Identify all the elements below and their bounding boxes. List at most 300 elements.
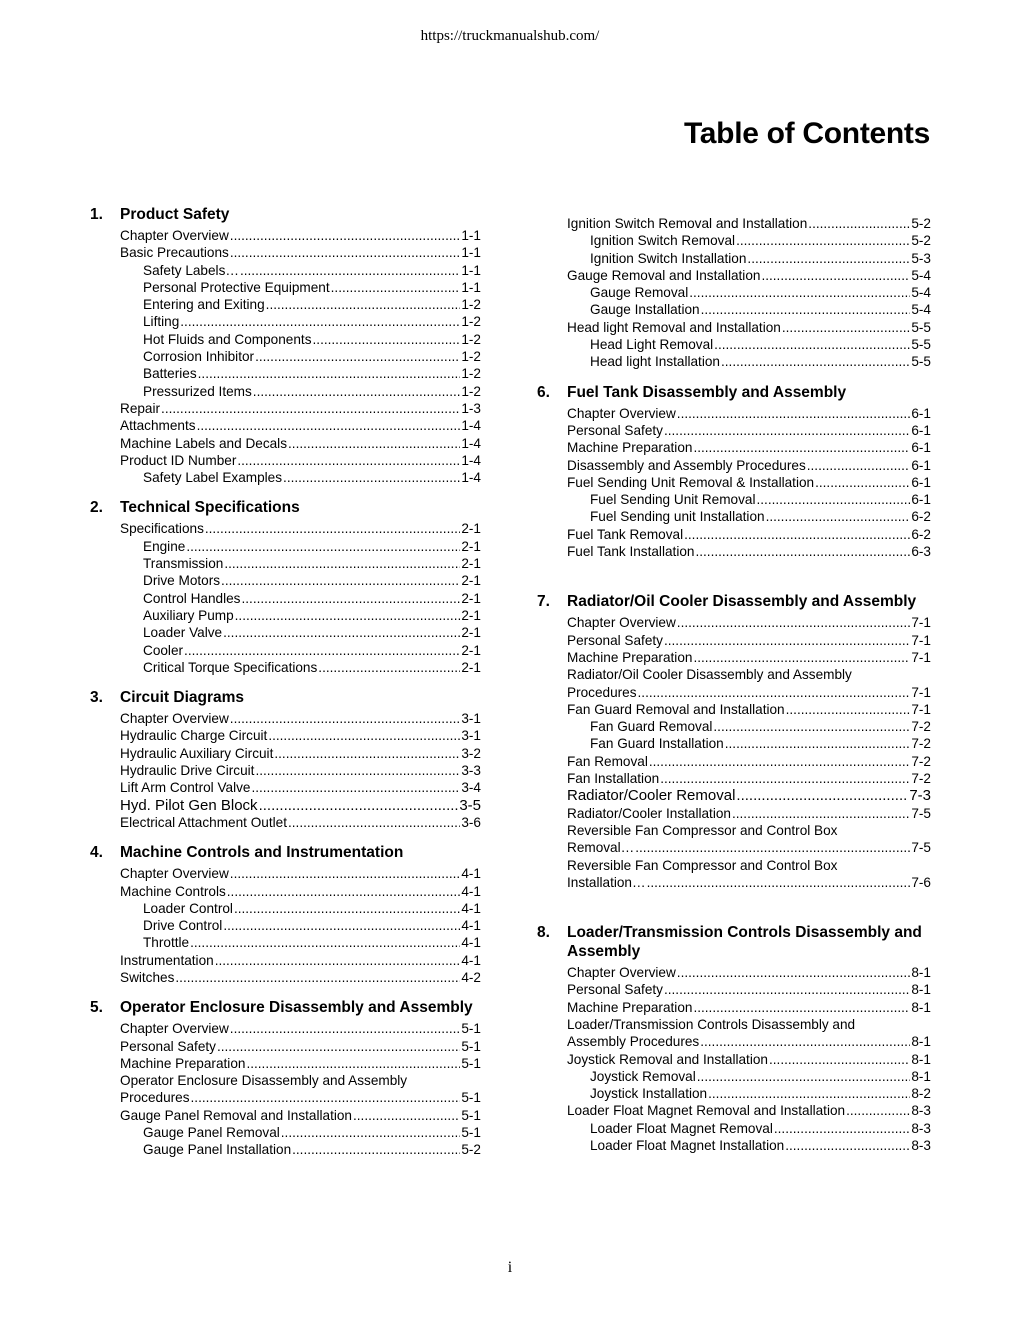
toc-entry-page: 1-2 xyxy=(461,297,481,313)
section-number: 6. xyxy=(537,383,550,401)
toc-entry xyxy=(567,1033,931,1050)
dot-leader xyxy=(695,543,910,560)
toc-entry-list xyxy=(90,865,481,986)
dot-leader xyxy=(693,999,910,1016)
toc-entry-title: Machine Labels and Decals xyxy=(120,435,288,451)
toc-entry-title: Repair xyxy=(120,400,161,416)
toc-section xyxy=(537,205,931,371)
section-title: Circuit Diagrams xyxy=(120,689,245,707)
toc-entry-page: 2-1 xyxy=(461,590,481,606)
toc-right-column xyxy=(537,205,931,1154)
toc-entry-title: Auxiliary Pump xyxy=(143,607,234,623)
dot-leader xyxy=(240,262,460,279)
dot-leader xyxy=(677,405,911,422)
toc-entry-page: 7-2 xyxy=(911,736,931,752)
toc-entry xyxy=(567,491,931,508)
toc-entry-title: Transmission xyxy=(143,556,224,572)
toc-entry xyxy=(567,857,931,874)
toc-entry-title: Joystick Installation xyxy=(590,1086,708,1102)
toc-entry xyxy=(120,365,481,382)
toc-entry-page: 8-1 xyxy=(911,1051,931,1067)
toc-entry xyxy=(120,917,481,934)
section-title: Radiator/Oil Cooler Disassembly and Assembly xyxy=(567,593,917,611)
toc-entry-page: 5-2 xyxy=(461,1142,481,1158)
toc-entry-page: 1-4 xyxy=(461,418,481,434)
section-title: Loader/Transmission Controls Disassembly and Assembly xyxy=(567,924,922,961)
dot-leader xyxy=(251,779,460,796)
toc-entry-title: Chapter Overview xyxy=(567,965,676,981)
toc-entry-page: 8-1 xyxy=(911,965,931,981)
toc-entry-title: Fan Guard Removal and Installation xyxy=(567,701,785,717)
toc-entry xyxy=(567,874,931,891)
dot-leader xyxy=(255,762,460,779)
toc-entry xyxy=(567,701,931,718)
toc-entry-title: Chapter Overview xyxy=(120,1021,229,1037)
toc-entry-title: Procedures xyxy=(567,684,637,700)
dot-leader xyxy=(227,883,461,900)
toc-entry-page: 7-2 xyxy=(911,771,931,787)
dot-leader xyxy=(191,1089,461,1106)
toc-entry-page: 8-3 xyxy=(911,1103,931,1119)
toc-entry-title: Gauge Panel Removal and Installation xyxy=(120,1107,352,1123)
toc-entry-title: Gauge Panel Removal xyxy=(143,1125,280,1141)
toc-entry-title: Machine Controls xyxy=(120,883,226,899)
toc-entry-title: Safety Labels… xyxy=(143,262,239,278)
dot-leader xyxy=(331,279,461,296)
toc-entry-page: 2-1 xyxy=(461,607,481,623)
toc-entry-title: Loader Control xyxy=(143,900,233,916)
toc-entry-page: 4-1 xyxy=(461,935,481,951)
dot-leader xyxy=(274,745,460,762)
toc-entry-page: 4-1 xyxy=(461,900,481,916)
toc-entry xyxy=(567,422,931,439)
dot-leader xyxy=(190,934,460,951)
toc-entry-page: 2-1 xyxy=(461,521,481,537)
toc-entry-title: Switches xyxy=(120,969,175,985)
dot-leader xyxy=(221,572,460,589)
toc-entry xyxy=(567,319,931,336)
toc-entry-page: 3-1 xyxy=(461,711,481,727)
toc-entry-title: Fan Installation xyxy=(567,771,660,787)
toc-entry-title: Attachments xyxy=(120,418,196,434)
toc-entry-page: 5-3 xyxy=(911,250,931,266)
dot-leader xyxy=(230,1020,461,1037)
toc-entry xyxy=(120,952,481,969)
toc-entry-title: Chapter Overview xyxy=(120,711,229,727)
toc-entry-page: 3-4 xyxy=(461,780,481,796)
dot-leader xyxy=(807,457,911,474)
toc-entry-title: Fuel Tank Removal xyxy=(567,526,684,542)
toc-section xyxy=(90,843,481,986)
toc-entry xyxy=(120,883,481,900)
toc-entry xyxy=(567,250,931,267)
toc-entry xyxy=(567,770,931,787)
toc-entry xyxy=(567,336,931,353)
toc-entry-page: 3-5 xyxy=(459,796,481,814)
toc-entry xyxy=(567,999,931,1016)
toc-entry xyxy=(120,1124,481,1141)
toc-entry-title: Chapter Overview xyxy=(120,228,229,243)
toc-entry-title: Reversible Fan Compressor and Control Box xyxy=(567,822,838,838)
toc-entry-page: 5-2 xyxy=(911,216,931,231)
toc-entry xyxy=(120,1055,481,1072)
toc-entry-list xyxy=(90,1020,481,1158)
dot-leader xyxy=(635,839,910,856)
toc-entry xyxy=(120,969,481,986)
toc-entry-title: Hydraulic Charge Circuit xyxy=(120,728,268,744)
toc-entry xyxy=(567,666,931,683)
toc-entry-title: Instrumentation xyxy=(120,952,214,968)
toc-entry xyxy=(567,805,931,822)
dot-leader xyxy=(732,805,910,822)
toc-entry-page: 8-1 xyxy=(911,1034,931,1050)
section-title: Operator Enclosure Disassembly and Assembly xyxy=(120,999,473,1017)
toc-entry-page: 1-3 xyxy=(461,400,481,416)
toc-entry xyxy=(567,215,931,232)
dot-leader xyxy=(175,969,460,986)
toc-entry-title: Specifications xyxy=(120,521,204,537)
dot-leader xyxy=(701,301,911,318)
toc-entry xyxy=(120,400,481,417)
toc-entry-page: 6-2 xyxy=(911,526,931,542)
dot-leader xyxy=(268,727,460,744)
section-number: 1. xyxy=(90,206,103,223)
section-heading xyxy=(90,843,481,862)
toc-entry-page: 3-6 xyxy=(461,814,481,830)
toc-entry-title: Operator Enclosure Disassembly and Assembly xyxy=(120,1073,408,1089)
toc-section xyxy=(90,205,481,486)
toc-entry-title: Gauge Panel Installation xyxy=(143,1142,292,1158)
section-heading xyxy=(537,592,931,611)
toc-entry-page: 6-1 xyxy=(911,405,931,421)
toc-entry-title: Machine Preparation xyxy=(567,649,693,665)
toc-entry xyxy=(567,1102,931,1119)
toc-entry-title: Fan Guard Installation xyxy=(590,736,724,752)
dot-leader xyxy=(234,900,460,917)
toc-entry xyxy=(567,735,931,752)
toc-entry xyxy=(567,526,931,543)
dot-leader xyxy=(697,1068,911,1085)
toc-entry-page: 8-1 xyxy=(911,982,931,998)
toc-entry-title: Chapter Overview xyxy=(567,615,676,631)
dot-leader xyxy=(725,735,911,752)
toc-entry-title: Safety Label Examples xyxy=(143,470,283,486)
dot-leader xyxy=(241,590,460,607)
toc-entry-title: Chapter Overview xyxy=(567,405,676,421)
toc-entry-list xyxy=(537,964,931,1154)
dot-leader xyxy=(180,313,460,330)
dot-leader xyxy=(259,797,459,814)
toc-entry-page: 5-1 xyxy=(461,1090,481,1106)
toc-entry-page: 4-2 xyxy=(461,969,481,985)
toc-entry-page: 6-1 xyxy=(911,474,931,490)
toc-entry-title: Throttle xyxy=(143,935,190,951)
toc-entry-title: Gauge Removal xyxy=(590,285,689,301)
toc-entry-page: 4-1 xyxy=(461,883,481,899)
toc-entry-page: 2-1 xyxy=(461,556,481,572)
toc-entry-title: Personal Safety xyxy=(120,1038,216,1054)
toc-entry-title: Fuel Sending Unit Removal xyxy=(590,492,756,508)
page-title: Table of Contents xyxy=(683,117,930,150)
section-title: Fuel Tank Disassembly and Assembly xyxy=(567,383,847,401)
dot-leader xyxy=(205,520,460,537)
dot-leader xyxy=(815,474,910,491)
toc-entry-page: 7-2 xyxy=(911,719,931,735)
toc-entry-title: Hot Fluids and Components xyxy=(143,331,312,347)
toc-entry-title: Loader Float Magnet Removal xyxy=(590,1120,773,1136)
toc-entry xyxy=(567,649,931,666)
toc-entry-page: 5-1 xyxy=(461,1055,481,1071)
dot-leader xyxy=(664,981,910,998)
toc-entry xyxy=(567,267,931,284)
dot-leader xyxy=(197,417,461,434)
dot-leader xyxy=(774,1120,910,1137)
toc-entry xyxy=(120,227,481,244)
toc-entry-title: Hydraulic Auxiliary Circuit xyxy=(120,745,274,761)
toc-entry-title: Joystick Removal xyxy=(590,1068,696,1084)
toc-entry-page: 4-1 xyxy=(461,866,481,882)
toc-entry xyxy=(120,659,481,676)
toc-entry-page: 8-3 xyxy=(911,1138,931,1154)
toc-entry-page: 6-1 xyxy=(911,440,931,456)
section-title: Machine Controls and Instrumentation xyxy=(120,844,404,862)
toc-entry xyxy=(567,787,931,804)
toc-entry-title: Hyd. Pilot Gen Block xyxy=(120,796,258,814)
dot-leader xyxy=(281,1124,461,1141)
toc-entry xyxy=(120,1107,481,1124)
toc-entry-page: 7-3 xyxy=(909,787,931,805)
dot-leader xyxy=(714,336,910,353)
toc-entry-title: Head light Installation xyxy=(590,354,720,370)
toc-entry-page: 7-2 xyxy=(911,753,931,769)
dot-leader xyxy=(288,814,460,831)
toc-entry-page: 4-1 xyxy=(461,918,481,934)
dot-leader xyxy=(664,632,910,649)
toc-entry-title: Product ID Number xyxy=(120,452,237,468)
toc-entry-title: Personal Safety xyxy=(567,632,663,648)
dot-leader xyxy=(235,607,461,624)
toc-entry-page: 8-1 xyxy=(911,1068,931,1084)
dot-leader xyxy=(198,365,461,382)
toc-entry-title: Installation… xyxy=(567,874,646,890)
toc-left-column xyxy=(90,205,481,1159)
section-heading xyxy=(537,383,931,402)
toc-entry xyxy=(120,262,481,279)
dot-leader xyxy=(713,718,910,735)
toc-entry-page: 1-4 xyxy=(461,435,481,451)
toc-entry-title: Machine Preparation xyxy=(120,1055,246,1071)
dot-leader xyxy=(761,267,910,284)
toc-entry-title: Cooler xyxy=(143,642,184,658)
toc-entry xyxy=(567,457,931,474)
toc-entry-title: Pressurized Items xyxy=(143,383,252,399)
toc-entry-list xyxy=(90,710,481,831)
toc-entry xyxy=(567,474,931,491)
toc-entry xyxy=(120,469,481,486)
toc-entry-title: Basic Precautions xyxy=(120,245,229,261)
toc-entry-page: 8-3 xyxy=(911,1120,931,1136)
toc-entry-title: Loader Float Magnet Installation xyxy=(590,1138,785,1154)
toc-entry xyxy=(120,331,481,348)
toc-entry-page: 1-2 xyxy=(461,349,481,365)
dot-leader xyxy=(237,452,460,469)
toc-entry xyxy=(567,1016,931,1033)
toc-entry xyxy=(120,538,481,555)
toc-entry-title: Fan Guard Removal xyxy=(590,719,713,735)
dot-leader xyxy=(638,684,911,701)
toc-entry-title: Chapter Overview xyxy=(120,866,229,882)
toc-entry-title: Batteries xyxy=(143,366,197,382)
section-number: 3. xyxy=(90,689,103,707)
toc-entry-title: Drive Motors xyxy=(143,573,221,589)
toc-entry-title: Radiator/Oil Cooler Disassembly and Assembly xyxy=(567,667,852,683)
toc-entry-page: 2-1 xyxy=(461,642,481,658)
toc-entry xyxy=(567,1120,931,1137)
toc-entry-title: Gauge Installation xyxy=(590,302,700,318)
toc-entry-page: 6-1 xyxy=(911,422,931,438)
toc-entry-title: Disassembly and Assembly Procedures xyxy=(567,457,806,473)
toc-entry-title: Head light Removal and Installation xyxy=(567,319,781,335)
toc-entry xyxy=(567,964,931,981)
toc-entry xyxy=(120,762,481,779)
toc-entry xyxy=(567,981,931,998)
dot-leader xyxy=(266,296,461,313)
toc-entry-page: 5-1 xyxy=(461,1038,481,1054)
toc-entry xyxy=(120,572,481,589)
toc-entry-title: Ignition Switch Removal xyxy=(590,233,736,249)
toc-entry xyxy=(120,1089,481,1106)
toc-entry xyxy=(120,313,481,330)
dot-leader xyxy=(664,422,910,439)
toc-entry xyxy=(567,1137,931,1154)
toc-entry-title: Fuel Tank Installation xyxy=(567,544,695,560)
toc-entry-page: 5-1 xyxy=(461,1021,481,1037)
toc-entry xyxy=(567,353,931,370)
dot-leader xyxy=(736,787,908,804)
toc-entry xyxy=(567,543,931,560)
section-heading xyxy=(537,923,931,961)
toc-entry xyxy=(567,1085,931,1102)
toc-entry-page: 7-1 xyxy=(911,684,931,700)
dot-leader xyxy=(184,642,460,659)
toc-entry-page: 7-1 xyxy=(911,649,931,665)
dot-leader xyxy=(708,1085,910,1102)
toc-entry xyxy=(120,435,481,452)
toc-entry xyxy=(120,1141,481,1158)
toc-entry xyxy=(120,814,481,831)
dot-leader xyxy=(223,917,460,934)
toc-entry-page: 1-1 xyxy=(461,279,481,295)
toc-entry-page: 1-2 xyxy=(461,383,481,399)
toc-entry-title: Reversible Fan Compressor and Control Box xyxy=(567,857,838,873)
section-heading xyxy=(90,498,481,517)
toc-entry-page: 7-5 xyxy=(911,805,931,821)
toc-section xyxy=(90,498,481,676)
dot-leader xyxy=(808,215,910,232)
toc-entry xyxy=(567,1051,931,1068)
toc-entry-page: 1-2 xyxy=(461,314,481,330)
toc-section xyxy=(90,688,481,831)
toc-entry xyxy=(120,797,481,814)
dot-leader xyxy=(649,753,911,770)
toc-entry-title: Critical Torque Specifications xyxy=(143,659,318,675)
toc-entry xyxy=(120,244,481,261)
dot-leader xyxy=(693,649,910,666)
toc-entry-page: 5-5 xyxy=(911,354,931,370)
toc-entry xyxy=(567,684,931,701)
toc-entry xyxy=(567,284,931,301)
section-number: 4. xyxy=(90,844,103,862)
toc-entry-page: 6-1 xyxy=(911,492,931,508)
toc-entry-title: Assembly Procedures xyxy=(567,1034,700,1050)
toc-entry-page: 5-1 xyxy=(461,1125,481,1141)
toc-entry-title: Personal Protective Equipment xyxy=(143,279,330,295)
toc-entry-page: 7-1 xyxy=(911,615,931,631)
toc-entry-page: 5-5 xyxy=(911,337,931,353)
toc-entry-page: 5-1 xyxy=(461,1107,481,1123)
toc-entry-page: 2-1 xyxy=(461,538,481,554)
toc-entry-page: 8-1 xyxy=(911,999,931,1015)
toc-entry xyxy=(120,279,481,296)
toc-entry-title: Head Light Removal xyxy=(590,337,714,353)
toc-entry xyxy=(120,607,481,624)
toc-entry-title: Machine Preparation xyxy=(567,440,693,456)
toc-entry-page: 7-1 xyxy=(911,632,931,648)
dot-leader xyxy=(186,538,460,555)
toc-entry-title: Loader/Transmission Controls Disassembly and xyxy=(567,1016,856,1032)
toc-entry-page: 7-6 xyxy=(911,874,931,890)
toc-entry-title: Loader Float Magnet Removal and Installation xyxy=(567,1103,846,1119)
toc-entry-page: 2-1 xyxy=(461,625,481,641)
toc-section xyxy=(537,923,931,1154)
toc-entry-page: 2-1 xyxy=(461,659,481,675)
toc-entry-page: 7-5 xyxy=(911,840,931,856)
toc-entry xyxy=(567,301,931,318)
toc-entry-title: Personal Safety xyxy=(567,422,663,438)
toc-entry xyxy=(567,232,931,249)
toc-entry-page: 3-3 xyxy=(461,763,481,779)
dot-leader xyxy=(769,1051,910,1068)
toc-entry-title: Removal… xyxy=(567,840,635,856)
toc-entry-page: 1-4 xyxy=(461,452,481,468)
toc-entry-title: Ignition Switch Removal and Installation xyxy=(567,216,808,231)
toc-entry xyxy=(567,839,931,856)
toc-entry-title: Fuel Sending Unit Removal & Installation xyxy=(567,474,815,490)
dot-leader xyxy=(660,770,910,787)
toc-entry-page: 1-2 xyxy=(461,366,481,382)
dot-leader xyxy=(215,952,461,969)
toc-entry xyxy=(120,710,481,727)
toc-entry xyxy=(120,1020,481,1037)
toc-entry xyxy=(567,822,931,839)
toc-entry xyxy=(120,727,481,744)
toc-entry-list xyxy=(537,614,931,891)
dot-leader xyxy=(677,614,911,631)
toc-entry-page: 2-1 xyxy=(461,573,481,589)
toc-entry-list xyxy=(90,227,481,486)
dot-leader xyxy=(785,1137,910,1154)
toc-entry xyxy=(120,452,481,469)
toc-entry xyxy=(567,405,931,422)
section-heading xyxy=(90,688,481,707)
dot-leader xyxy=(283,469,460,486)
dot-leader xyxy=(230,710,461,727)
dot-leader xyxy=(684,526,910,543)
dot-leader xyxy=(782,319,910,336)
section-title: Product Safety xyxy=(120,206,230,223)
dot-leader xyxy=(230,865,461,882)
toc-entry xyxy=(120,417,481,434)
